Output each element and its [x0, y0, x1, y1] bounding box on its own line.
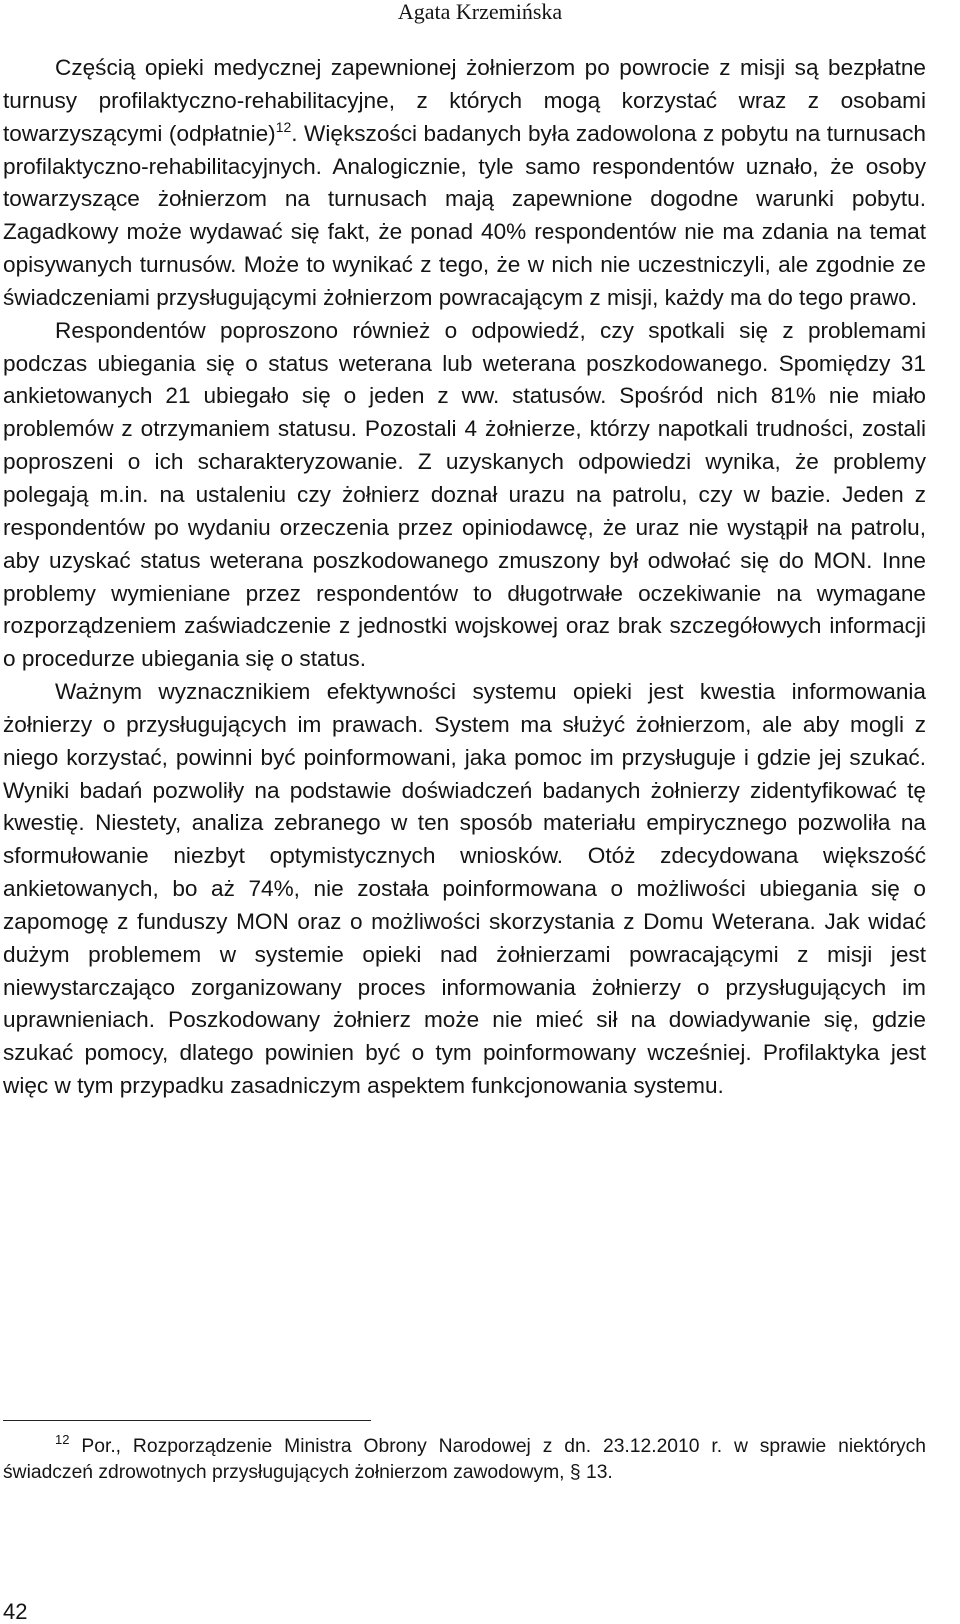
paragraph-2: Respondentów poproszono również o odpowiedź, czy spotkali się z problemami podczas ubiegania się o status weterana lub weterana poszkodowanego. Spomiędzy 31 ankietowanych 21 ubiegało się o jeden z ww. statusów. Spośród nich 81% nie miało problemów z otrzymaniem statusu. Pozostali 4 żołnierze, którzy napotkali trudności, zostali poproszeni o ich scharakteryzowanie. Z uzyskanych odpowiedzi wynika, że problemy polegają m.in. na ustaleniu czy żołnierz doznał urazu na patrolu, czy w bazie. Jeden z respondentów po wydaniu orzeczenia przez opiniodawcę, że uraz nie wystąpił na patrolu, aby uzyskać status weterana poszkodowanego zmuszony był odwołać się do MON. Inne problemy wymieniane przez respondentów to długotrwałe oczekiwanie na wymagane rozporządzeniem zaświadczenie z jednostki wojskowej oraz brak szczegółowych informacji o procedurze ubiegania się o status. [3, 317, 926, 672]
body-text [3, 52, 926, 1103]
running-head-author: Agata Krzemińska [397, 0, 563, 24]
footnote-text: Por., Rozporządzenie Ministra Obrony Narodowej z dn. 23.12.2010 r. w sprawie niektórych świadczeń zdrowotnych przysługujących żołnierzom zawodowym, § 13. [3, 1436, 926, 1483]
footnote-separator [3, 1420, 371, 1421]
paragraph-1-text-after-ref: . Większości badanych była zadowolona z pobytu na turnusach profilaktyczno-rehabilitacyjnych. Analogicznie, tyle samo respondentów uznało, że osoby towarzyszące żołnierzom na turnusach mają zapewnione dogodne warunki pobytu. Zagadkowy może wydawać się fakt, że ponad 40% respondentów nie ma zdania na temat opisywanych turnusów. Może to wynikać z tego, że w nich nie uczestniczyli, ale zgodnie ze świadczeniami przysługującymi żołnierzom powracającym z misji, każdy ma do tego prawo. [3, 120, 926, 310]
page-number: 42 [3, 1599, 28, 1624]
footnote [3, 1434, 926, 1486]
paragraph-1-text-before-ref: Częścią opieki medycznej zapewnionej żołnierzom po powrocie z misji są bezpłatne turnusy profilaktyczno-rehabilitacyjne, z których mogą korzystać wraz z osobami towarzyszącymi (odpłatnie) [3, 55, 926, 146]
footnote-number: 12 [55, 1432, 70, 1447]
paragraph-3: Ważnym wyznacznikiem efektywności systemu opieki jest kwestia informowania żołnierzy o przysługujących im prawach. System ma służyć żołnierzom, ale aby mogli z niego korzystać, powinni być poinformowani, jaka pomoc im przysługuje i gdzie jej szukać. Wyniki badań pozwoliły na podstawie doświadczeń badanych żołnierzy zidentyfikować tę kwestię. Niestety, analiza zebranego w ten sposób materiału empirycznego pozwoliła na sformułowanie niezbyt optymistycznych wniosków. Otóż zdecydowana większość ankietowanych, bo aż 74%, nie została poinformowana o możliwości ubiegania się o zapomogę z funduszy MON oraz o możliwości skorzystania z Domu Weterana. Jak widać dużym problemem w systemie opieki nad żołnierzami powracającymi z misji jest niewystarczająco zorganizowany proces informowania żołnierzy o przysługujących im uprawnieniach. Poszkodowany żołnierz może nie mieć sił na dowiadywanie się, gdzie szukać pomocy, dlatego powinien być o tym poinformowany wcześniej. Profilaktyka jest więc w tym przypadku zasadniczym aspektem funkcjonowania systemu. [3, 679, 926, 1099]
footnote-reference: 12 [275, 118, 292, 135]
paragraph-1 [3, 52, 926, 315]
